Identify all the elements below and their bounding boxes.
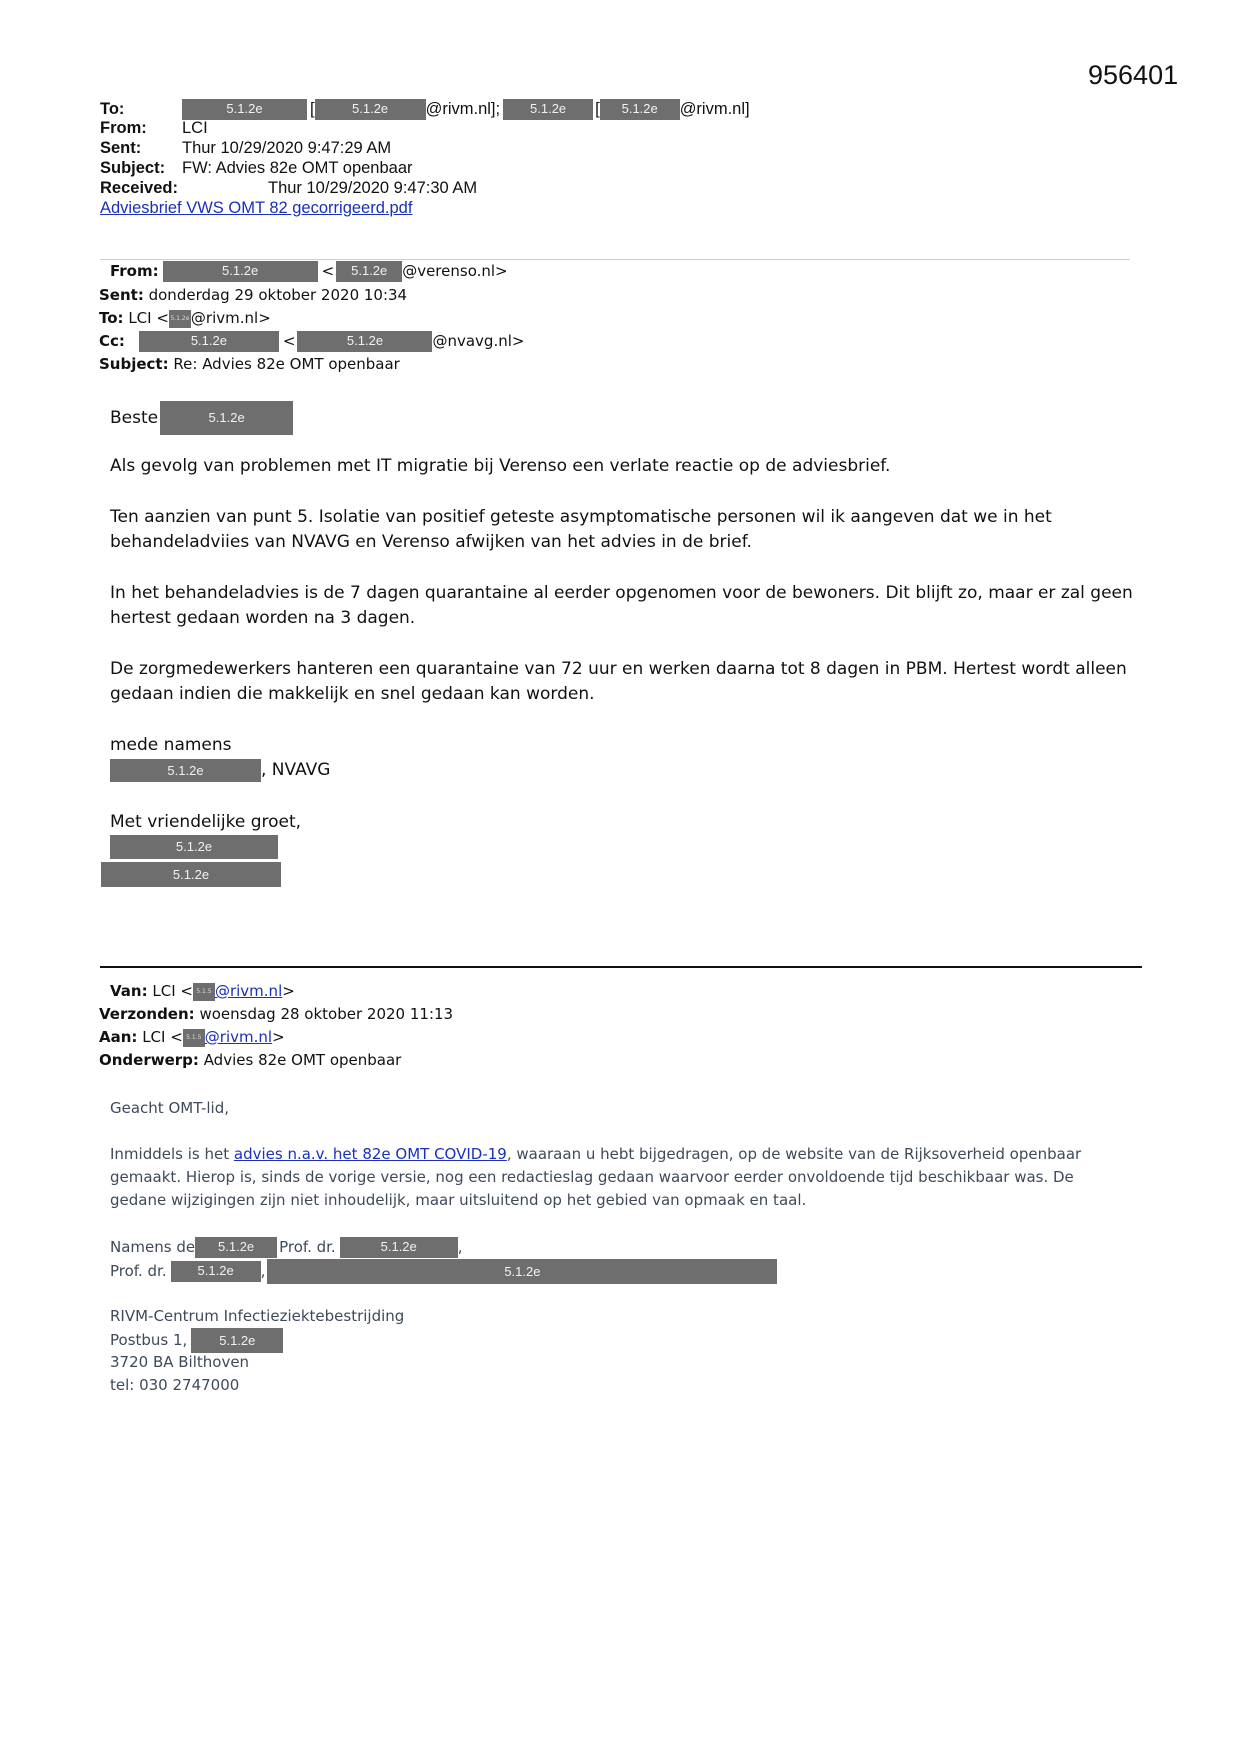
comma: , xyxy=(457,1238,463,1256)
org-name: RIVM-Centrum Infectieziektebestrijding xyxy=(110,1307,405,1325)
redaction: 5.1.2e xyxy=(171,1261,261,1282)
from-value: LCI xyxy=(182,119,208,137)
reply-sent-value: donderdag 29 oktober 2020 10:34 xyxy=(148,286,408,304)
attachment-link[interactable]: Adviesbrief VWS OMT 82 gecorrigeerd.pdf xyxy=(100,199,413,217)
reply-to-label: To: xyxy=(99,309,124,327)
reply-subject-label: Subject: xyxy=(99,355,169,373)
from-label: From: xyxy=(100,119,147,137)
header-subject-row xyxy=(100,159,413,178)
reply-cc-row: Cc: 5.1.2e < 5.1.2e @nvavg.nl> xyxy=(99,332,525,350)
to-suffix-2: @rivm.nl] xyxy=(679,99,750,118)
redaction: 5.1.2e xyxy=(182,99,307,120)
p1-post: , waaraan u hebt bijgedragen, op de website van de Rijksoverheid openbaar xyxy=(506,1145,1082,1163)
prof-2-text: Prof. dr. xyxy=(110,1262,167,1280)
prof-row xyxy=(110,1259,777,1284)
van-end: > xyxy=(282,982,295,1000)
reply-greeting-text: Beste xyxy=(110,408,159,428)
signature-redaction-1 xyxy=(110,835,278,859)
reply-sent-label: Sent: xyxy=(99,286,144,304)
header-to-row: To: 5.1.2e [ 5.1.2e @rivm.nl]; 5.1.2e [ 5.1.2e @rivm.nl] xyxy=(100,99,750,120)
namens-row xyxy=(110,1236,462,1259)
reply-paragraph-1: Als gevolg van problemen met IT migratie bij Verenso een verlate reactie op de adviesbrief. xyxy=(110,456,891,476)
redaction: 5.1.2e xyxy=(600,99,680,120)
reply-paragraph-3-line-1: In het behandeladvies is de 7 dagen quarantaine al eerder opgenomen voor de bewoners. Dit blijft zo, maar er zal geen xyxy=(110,583,1133,603)
reply-to-suffix: @rivm.nl> xyxy=(190,309,271,327)
header-from-row xyxy=(100,119,208,138)
aan-prefix: LCI < xyxy=(142,1028,183,1046)
reply-paragraph-4-line-2: gedaan indien die makkelijk en snel gedaan kan worden. xyxy=(110,684,595,704)
header-sent-row xyxy=(100,139,391,158)
redaction: 5.1.2e xyxy=(191,1328,283,1353)
van-email-link[interactable]: @rivm.nl xyxy=(214,982,283,1000)
reply-paragraph-3-line-2: hertest gedaan worden na 3 dagen. xyxy=(110,608,416,628)
redaction: 5.1.2e xyxy=(315,99,426,120)
aan-end: > xyxy=(272,1028,285,1046)
aan-label: Aan: xyxy=(99,1028,138,1046)
reply-sent-row xyxy=(99,286,407,304)
attachment-row xyxy=(100,199,412,218)
aan-email-link[interactable]: @rivm.nl xyxy=(204,1028,273,1046)
original-greeting: Geacht OMT-lid, xyxy=(110,1099,230,1117)
received-label: Received: xyxy=(100,179,178,197)
namens-text: Namens de xyxy=(110,1238,196,1256)
original-onderwerp-row xyxy=(99,1051,401,1069)
redaction: 5.1.2e xyxy=(336,261,402,282)
reply-from-suffix: @verenso.nl> xyxy=(402,262,508,280)
subject-value: FW: Advies 82e OMT openbaar xyxy=(182,159,413,177)
to-label: To: xyxy=(100,99,125,118)
tel-text: tel: 030 2747000 xyxy=(110,1376,240,1394)
prof-1-text: Prof. dr. xyxy=(279,1238,336,1256)
redaction: 5.1.2e xyxy=(503,99,593,120)
reply-to-row xyxy=(99,309,271,328)
reply-from-row: From: 5.1.2e < 5.1.2e @verenso.nl> xyxy=(110,262,508,280)
advies-link[interactable]: advies n.a.v. het 82e OMT COVID-19 xyxy=(233,1145,507,1163)
subject-label: Subject: xyxy=(100,159,166,177)
received-value: Thur 10/29/2020 9:47:30 AM xyxy=(268,179,478,197)
reply-paragraph-2-line-2: behandeladviies van NVAVG en Verenso afwijken van het advies in de brief. xyxy=(110,532,752,552)
on-behalf-row xyxy=(110,758,330,783)
redaction: 5.1.5 xyxy=(193,983,215,1001)
divider xyxy=(100,259,1130,260)
original-van-row xyxy=(110,982,295,1001)
verzonden-value: woensdag 28 oktober 2020 11:13 xyxy=(199,1005,454,1023)
redaction: 5.1.2e xyxy=(169,310,191,328)
divider xyxy=(100,966,1142,968)
document-number: 956401 xyxy=(1088,60,1179,90)
original-aan-row xyxy=(99,1028,285,1047)
sent-value: Thur 10/29/2020 9:47:29 AM xyxy=(182,139,392,157)
postbus-row xyxy=(110,1328,283,1353)
reply-from-label: From: xyxy=(110,262,159,280)
redaction: 5.1.2e xyxy=(101,862,281,887)
van-prefix: LCI < xyxy=(152,982,193,1000)
reply-subject-row xyxy=(99,355,400,373)
on-behalf-org: , NVAVG xyxy=(261,760,331,780)
sent-label: Sent: xyxy=(100,139,142,157)
reply-cc-suffix: @nvavg.nl> xyxy=(432,332,525,350)
original-paragraph-line-3: gedane wijzigingen zijn niet inhoudelijk, maar uitsluitend op het gebied van opmaak en taal. xyxy=(110,1191,807,1209)
onderwerp-label: Onderwerp: xyxy=(99,1051,199,1069)
original-paragraph-line-2: gemaakt. Hierop is, sinds de vorige versie, nog een redactieslag gedaan waarvoor eerder onvoldoende tijd beschikbaar was. De xyxy=(110,1168,1074,1186)
header-received-row xyxy=(100,179,477,198)
van-label: Van: xyxy=(110,982,148,1000)
redaction: 5.1.2e xyxy=(163,261,318,282)
on-behalf-text: mede namens xyxy=(110,735,232,755)
onderwerp-value: Advies 82e OMT openbaar xyxy=(203,1051,402,1069)
redaction: 5.1.2e xyxy=(110,759,261,782)
redaction: 5.1.2e xyxy=(160,401,293,435)
signature-redaction-2 xyxy=(101,862,281,887)
redaction: 5.1.2e xyxy=(340,1237,458,1258)
p1-pre: Inmiddels is het xyxy=(110,1145,234,1163)
reply-paragraph-4-line-1: De zorgmedewerkers hanteren een quarantaine van 72 uur en werken daarna tot 8 dagen in PBM. Hertest wordt alleen xyxy=(110,659,1127,679)
redaction: 5.1.5 xyxy=(183,1029,205,1047)
comma: , xyxy=(260,1262,266,1280)
city-text: 3720 BA Bilthoven xyxy=(110,1353,250,1371)
reply-to-prefix: LCI < xyxy=(128,309,169,327)
reply-greeting xyxy=(110,401,293,435)
original-verzonden-row xyxy=(99,1005,453,1023)
reply-cc-label: Cc: xyxy=(99,332,125,350)
to-suffix-1: @rivm.nl]; xyxy=(425,99,501,118)
redaction: 5.1.2e xyxy=(195,1237,277,1258)
reply-paragraph-2-line-1: Ten aanzien van punt 5. Isolatie van positief geteste asymptomatische personen wil ik aangeven dat we in het xyxy=(110,507,1052,527)
postbus-text: Postbus 1, xyxy=(110,1331,188,1349)
verzonden-label: Verzonden: xyxy=(99,1005,195,1023)
redaction: 5.1.2e xyxy=(110,835,278,859)
redaction: 5.1.2e xyxy=(297,331,432,352)
original-paragraph-line-1 xyxy=(110,1143,1081,1166)
reply-subject-value: Re: Advies 82e OMT openbaar xyxy=(173,355,400,373)
redaction: 5.1.2e xyxy=(139,331,279,352)
closing-text: Met vriendelijke groet, xyxy=(110,812,302,832)
redaction: 5.1.2e xyxy=(267,1259,777,1284)
